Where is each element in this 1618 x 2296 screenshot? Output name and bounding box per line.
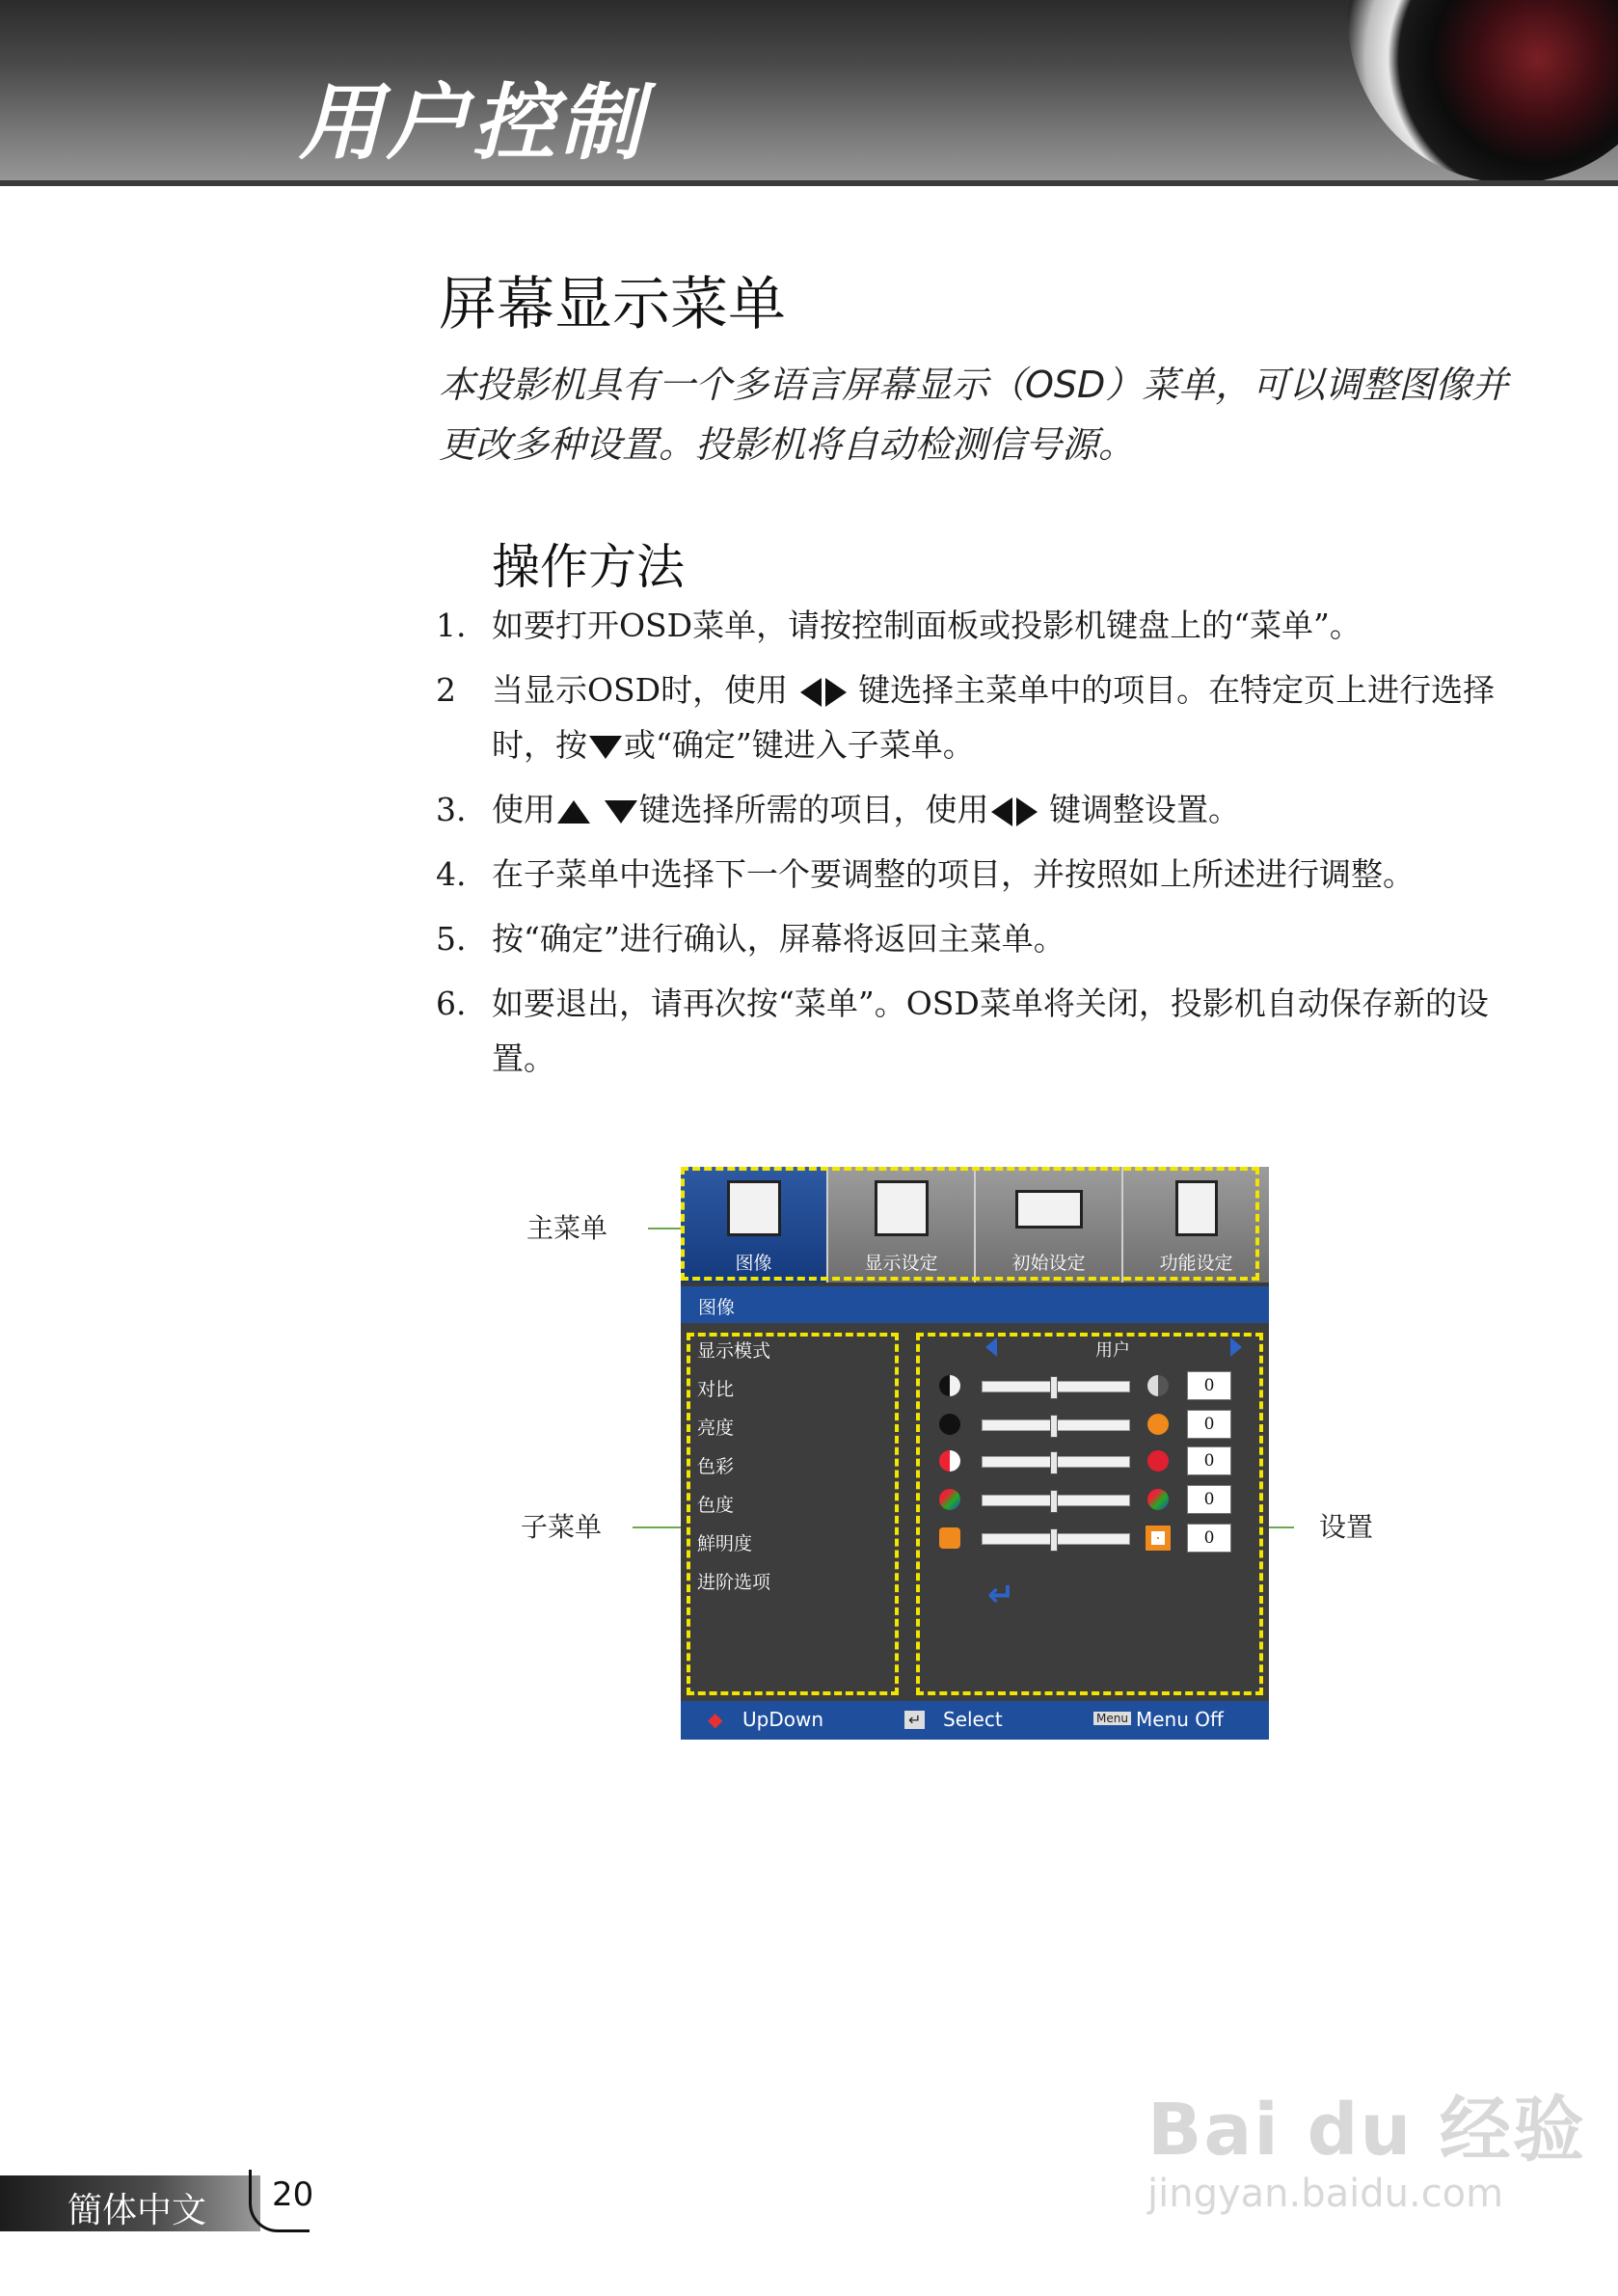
contrast-high-icon bbox=[1147, 1375, 1169, 1396]
step-item bbox=[436, 662, 1516, 772]
watermark-logo: Bai du 经验 bbox=[1147, 2089, 1586, 2172]
leader-line bbox=[633, 1526, 687, 1528]
right-arrow-icon bbox=[825, 678, 847, 707]
mode-right-arrow-icon[interactable] bbox=[1230, 1337, 1242, 1357]
section-title: 屏幕显示菜单 bbox=[439, 271, 786, 338]
submenu-item[interactable]: 显示模式 bbox=[697, 1340, 771, 1362]
menu-key-icon: Menu bbox=[1093, 1712, 1131, 1725]
callout-settings: 设置 bbox=[1319, 1511, 1374, 1543]
step-item bbox=[436, 782, 1516, 837]
footer-select: Select bbox=[943, 1708, 1003, 1731]
color-high-icon bbox=[1147, 1450, 1169, 1472]
submenu-item[interactable]: 色彩 bbox=[697, 1456, 735, 1477]
down-arrow-icon bbox=[589, 736, 622, 759]
tab-label: 显示设定 bbox=[864, 1253, 938, 1274]
tint-slider[interactable] bbox=[982, 1495, 1130, 1506]
up-arrow-icon bbox=[557, 800, 590, 824]
submenu-item[interactable]: 对比 bbox=[697, 1379, 735, 1400]
left-arrow-icon bbox=[991, 797, 1012, 826]
slider-knob[interactable] bbox=[1050, 1376, 1058, 1399]
step-text: 在子菜单中选择下一个要调整的项目，并按照如上所述进行调整。 bbox=[492, 855, 1415, 893]
page-header bbox=[0, 0, 1618, 186]
brightness-high-icon bbox=[1147, 1414, 1169, 1435]
tint-low-icon bbox=[939, 1489, 960, 1510]
color-value: 0 bbox=[1187, 1446, 1231, 1475]
color-low-icon bbox=[939, 1450, 960, 1472]
step-number: 5. bbox=[436, 920, 467, 958]
contrast-slider[interactable] bbox=[982, 1381, 1130, 1392]
brightness-row bbox=[681, 1410, 1269, 1439]
step-text: 键选择主菜单中的项目。在特定页上进行选择时，按 bbox=[492, 671, 1496, 764]
contrast-value: 0 bbox=[1187, 1371, 1231, 1400]
tab-label: 功能设定 bbox=[1159, 1253, 1233, 1274]
step-text: 如要打开OSD菜单，请按控制面板或投影机键盘上的“菜单”。 bbox=[492, 607, 1362, 644]
submenu-item[interactable]: 色度 bbox=[697, 1495, 735, 1516]
step-item bbox=[436, 598, 1516, 653]
contrast-row bbox=[681, 1371, 1269, 1400]
enter-arrow-icon[interactable]: ↵ bbox=[987, 1576, 1015, 1614]
color-slider[interactable] bbox=[982, 1456, 1130, 1468]
tint-high-icon bbox=[1147, 1489, 1169, 1510]
step-text: 或“确定”键进入子菜单。 bbox=[624, 726, 975, 764]
step-text: 如要退出，请再次按“菜单”。OSD菜单将关闭，投影机自动保存新的设置。 bbox=[492, 985, 1489, 1077]
slider-knob[interactable] bbox=[1050, 1528, 1058, 1552]
contrast-low-icon bbox=[939, 1375, 960, 1396]
step-text: 使用 bbox=[492, 791, 555, 828]
footer-updown: UpDown bbox=[742, 1708, 824, 1731]
callout-main-menu: 主菜单 bbox=[526, 1212, 608, 1244]
step-number: 4. bbox=[436, 855, 467, 893]
tint-row bbox=[681, 1485, 1269, 1514]
subsection-title: 操作方法 bbox=[492, 539, 685, 595]
right-arrow-icon bbox=[1016, 797, 1038, 826]
down-arrow-icon bbox=[605, 800, 637, 824]
sharpness-slider[interactable] bbox=[982, 1533, 1130, 1545]
sharpness-row bbox=[681, 1524, 1269, 1553]
display-mode-value: 用户 bbox=[1095, 1340, 1130, 1361]
submenu-item[interactable]: 鮮明度 bbox=[697, 1533, 753, 1554]
step-text: 键调整设置。 bbox=[1049, 791, 1240, 828]
step-text: 按“确定”进行确认，屏幕将返回主菜单。 bbox=[492, 920, 1065, 958]
slider-knob[interactable] bbox=[1050, 1490, 1058, 1513]
slider-knob[interactable] bbox=[1050, 1415, 1058, 1438]
updown-arrow-icon: ◆ bbox=[708, 1708, 723, 1731]
submenu-item[interactable]: 进阶选项 bbox=[697, 1572, 771, 1593]
watermark-url: jingyan.baidu.com bbox=[1147, 2172, 1504, 2216]
mode-left-arrow-icon[interactable] bbox=[985, 1337, 997, 1357]
step-number: 6. bbox=[436, 985, 467, 1022]
step-number: 3. bbox=[436, 791, 467, 828]
steps-list bbox=[436, 598, 1516, 1095]
step-text: 当显示OSD时，使用 bbox=[492, 671, 789, 709]
section-lead: 本投影机具有一个多语言屏幕显示（OSD）菜单，可以调整图像并更改多种设置。投影机将自动检测信号源。 bbox=[439, 364, 1509, 466]
tab-label: 初始设定 bbox=[1011, 1253, 1086, 1274]
step-item bbox=[436, 847, 1516, 902]
brightness-value: 0 bbox=[1187, 1410, 1231, 1439]
osd-body bbox=[681, 1323, 1269, 1701]
step-item bbox=[436, 911, 1516, 966]
brightness-low-icon bbox=[939, 1414, 960, 1435]
slider-knob[interactable] bbox=[1050, 1451, 1058, 1474]
baidu-watermark bbox=[1147, 2073, 1586, 2216]
left-arrow-icon bbox=[800, 678, 822, 707]
submenu-item[interactable]: 亮度 bbox=[697, 1418, 735, 1439]
sharpness-value: 0 bbox=[1187, 1524, 1231, 1553]
osd-titlebar bbox=[681, 1286, 1269, 1323]
step-item bbox=[436, 976, 1516, 1086]
callout-sub-menu: 子菜单 bbox=[521, 1511, 603, 1543]
tint-value: 0 bbox=[1187, 1485, 1231, 1514]
osd-footer bbox=[681, 1701, 1269, 1740]
osd-title: 图像 bbox=[698, 1297, 736, 1318]
color-row bbox=[681, 1446, 1269, 1475]
step-number: 2 bbox=[436, 671, 456, 709]
step-number: 1. bbox=[436, 607, 467, 644]
chapter-title: 用户控制 bbox=[299, 75, 646, 172]
language-label: 簡体中文 bbox=[67, 2191, 207, 2230]
tab-label: 图像 bbox=[735, 1253, 772, 1274]
brightness-slider[interactable] bbox=[982, 1419, 1130, 1431]
sharpness-high-icon bbox=[1146, 1526, 1171, 1551]
step-text: 键选择所需的项目，使用 bbox=[638, 791, 989, 828]
enter-key-icon: ↵ bbox=[904, 1711, 925, 1729]
main-menu-highlight bbox=[681, 1167, 1259, 1281]
osd-menu-figure bbox=[681, 1167, 1269, 1740]
lens-decoration bbox=[1348, 0, 1618, 183]
page-number: 20 bbox=[272, 2175, 314, 2214]
sharpness-low-icon bbox=[939, 1527, 960, 1549]
footer-menu-off: Menu Off bbox=[1136, 1708, 1224, 1731]
